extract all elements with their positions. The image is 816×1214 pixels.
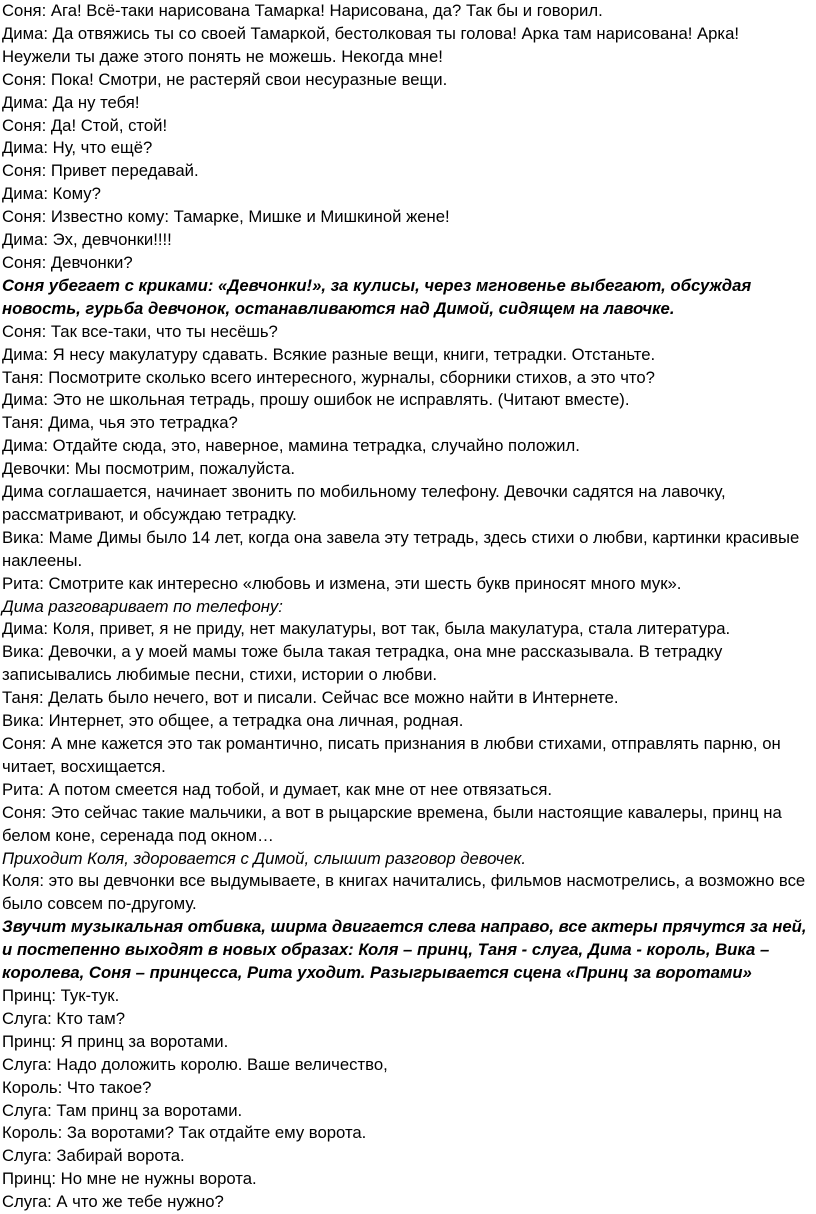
dialogue-line: Вика: Девочки, а у моей мамы тоже была такая тетрадка, она мне рассказывала. В тетрадку записывались любимые песни, стихи, истории о любви.	[2, 642, 723, 685]
dialogue-line: Рита: Смотрите как интересно «любовь и измена, эти шесть букв приносят много мук».	[2, 573, 682, 593]
dialogue-line: Соня: Ага! Всё-таки нарисована Тамарка! Нарисована, да? Так бы и говорил.	[2, 1, 603, 20]
dialogue-line: Король: За воротами? Так отдайте ему ворота.	[2, 1123, 367, 1143]
dialogue-line: Слуга: А что же тебе нужно?	[2, 1192, 224, 1212]
dialogue-line: Вика: Маме Димы было 14 лет, когда она завела эту тетрадь, здесь стихи о любви, картинки красивые наклеены.	[2, 527, 800, 570]
dialogue-line: Соня: Так все-таки, что ты несёшь?	[2, 321, 278, 341]
dialogue-line: Коля: это вы девчонки все выдумываете, в книгах начитались, фильмов насмотрелись, а возможно все было совсем по-другому.	[2, 871, 806, 914]
dialogue-line: Дима: Да ну тебя!	[2, 92, 140, 112]
stage-direction: Дима разговаривает по телефону:	[2, 596, 283, 616]
dialogue-line: Слуга: Кто там?	[2, 1008, 125, 1028]
dialogue-line: Таня: Посмотрите сколько всего интересного, журналы, сборники стихов, а это что?	[2, 367, 655, 387]
dialogue-line: Слуга: Там принц за воротами.	[2, 1100, 243, 1120]
dialogue-line: Слуга: Забирай ворота.	[2, 1146, 185, 1166]
stage-direction: Приходит Коля, здоровается с Димой, слышит разговор девочек.	[2, 848, 527, 868]
dialogue-line: Дима: Эх, девчонки!!!!	[2, 230, 172, 250]
dialogue-line: Соня: Девчонки?	[2, 252, 133, 272]
dialogue-line: Слуга: Надо доложить королю. Ваше величество,	[2, 1054, 388, 1074]
dialogue-line: Дима: Ну, что ещё?	[2, 138, 153, 158]
dialogue-line: Дима соглашается, начинает звонить по мобильному телефону. Девочки садятся на лавочку, рассматривают, и обсуждаю тетрадку.	[2, 482, 726, 524]
stage-direction: Звучит музыкальная отбивка, ширма двигается слева направо, все актеры прячутся за ней, и постепенно выходят в новых образах: Коля – принц, Таня - слуга, Дима - король, Вика – королева, Соня – принцесса, Рита уходит. Разыгрывается сцена «Принц за воротами»	[2, 917, 807, 983]
dialogue-line: Принц: Тук-тук.	[2, 985, 120, 1005]
dialogue-line: Соня: Это сейчас такие мальчики, а вот в рыцарские времена, были настоящие кавалеры, принц на белом коне, серенада под окном…	[2, 802, 782, 845]
dialogue-line: Принц: Я принц за воротами.	[2, 1031, 229, 1051]
dialogue-line: Соня: Известно кому: Тамарке, Мишке и Мишкиной жене!	[2, 207, 450, 227]
dialogue-line: Соня: А мне кажется это так романтично, писать признания в любви стихами, отправлять парню, он читает, восхищается.	[2, 734, 781, 776]
dialogue-line: Дима: Кому?	[2, 184, 101, 204]
dialogue-line: Соня: Да! Стой, стой!	[2, 115, 168, 135]
dialogue-line: Вика: Интернет, это общее, а тетрадка она личная, родная.	[2, 711, 464, 731]
dialogue-line: Таня: Делать было нечего, вот и писали. Сейчас все можно найти в Интернете.	[2, 688, 619, 708]
dialogue-line: Соня: Пока! Смотри, не растеряй свои несуразные вещи.	[2, 69, 448, 89]
stage-direction: Соня убегает с криками: «Девчонки!», за кулисы, через мгновенье выбегают, обсуждая новость, гурьба девчонок, останавливаются над Димой, сидящем на лавочке.	[2, 275, 752, 318]
dialogue-line: Таня: Дима, чья это тетрадка?	[2, 413, 238, 433]
dialogue-line: Дима: Отдайте сюда, это, наверное, мамина тетрадка, случайно положил.	[2, 436, 580, 456]
dialogue-line: Принц: Но мне не нужны ворота.	[2, 1169, 257, 1189]
dialogue-line: Девочки: Мы посмотрим, пожалуйста.	[2, 459, 296, 479]
dialogue-line: Рита: А потом смеется над тобой, и думает, как мне от нее отвязаться.	[2, 779, 553, 799]
dialogue-line: Дима: Да отвяжись ты со своей Тамаркой, бестолковая ты голова! Арка там нарисована! Арка! Неужели ты даже этого понять не можешь. Некогда мне!	[2, 23, 740, 66]
dialogue-line: Соня: Привет передавай.	[2, 161, 199, 181]
dialogue-line: Дима: Я несу макулатуру сдавать. Всякие разные вещи, книги, тетрадки. Отстаньте.	[2, 344, 656, 364]
dialogue-line: Дима: Это не школьная тетрадь, прошу ошибок не исправлять. (Читают вместе).	[2, 390, 630, 410]
dialogue-line: Король: Что такое?	[2, 1077, 152, 1097]
dialogue-line: Дима: Коля, привет, я не приду, нет макулатуры, вот так, была макулатура, стала литература.	[2, 619, 731, 639]
